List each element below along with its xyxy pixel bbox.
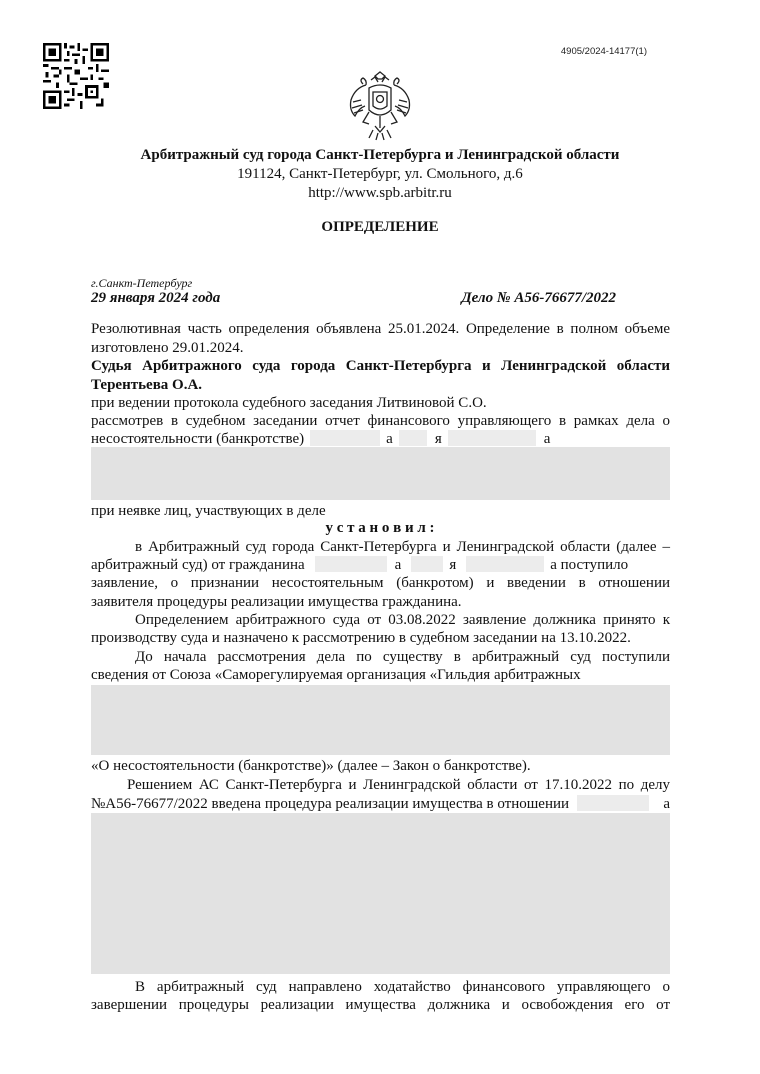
name-fragment: я xyxy=(434,431,442,447)
judge-line-1: Судья Арбитражного суда города Санкт-Петербурга и Ленинградской области xyxy=(91,358,670,374)
redacted-area xyxy=(91,685,670,755)
redacted-block xyxy=(448,430,536,446)
name-fragment: а xyxy=(386,431,393,447)
court-website: http://www.spb.arbitr.ru xyxy=(308,185,452,201)
paragraph-4-line-2: сведения от Союза «Саморегулируемая организация «Гильдия арбитражных xyxy=(91,667,581,683)
paragraph-5-line-1: Решением АС Санкт-Петербурга и Ленинградской области от 17.10.2022 по делу xyxy=(127,777,670,793)
paragraph-4-end: «О несостоятельности (банкротстве)» (далее – Закон о банкротстве). xyxy=(91,758,531,774)
paragraph-3-line-2: производству суда и назначено к рассмотрению в судебном заседании на 13.10.2022. xyxy=(91,630,631,646)
paragraph-4-line-1: До начала рассмотрения дела по существу в арбитражный суд поступили xyxy=(135,649,670,665)
absence-line: при неявке лиц, участвующих в деле xyxy=(91,503,326,519)
paragraph-5-line-2 xyxy=(91,795,670,814)
redacted-block xyxy=(466,556,544,572)
redacted-area xyxy=(91,813,670,974)
court-name: Арбитражный суд города Санкт-Петербурга и Ленинградской области xyxy=(140,147,620,163)
established-heading: у с т а н о в и л : xyxy=(325,520,435,536)
paragraph-5-text: №А56-76677/2022 введена процедура реализации имущества в отношении xyxy=(91,796,570,812)
court-address: 191124, Санкт-Петербург, ул. Смольного, д.6 xyxy=(237,166,523,182)
name-fragment: а xyxy=(543,431,551,447)
case-number: Дело № А56-76677/2022 xyxy=(461,290,616,306)
review-text: несостоятельности (банкротстве) xyxy=(91,431,305,447)
paragraph-2-line-1: в Арбитражный суд города Санкт-Петербурга и Ленинградской области (далее – xyxy=(135,539,670,555)
document-title: ОПРЕДЕЛЕНИЕ xyxy=(321,219,439,235)
redacted-block xyxy=(411,556,443,572)
name-fragment: а xyxy=(663,796,670,812)
redacted-block xyxy=(310,430,380,446)
redacted-area xyxy=(91,447,670,500)
redacted-block xyxy=(315,556,387,572)
paragraph-2-line-2 xyxy=(91,556,670,575)
paragraph-2-text: арбитражный суд) от гражданина xyxy=(91,557,305,573)
paragraph-3-line-1: Определением арбитражного суда от 03.08.2022 заявление должника принято к xyxy=(135,612,670,628)
document-number: 4905/2024-14177(1) xyxy=(560,46,647,57)
coat-of-arms-emblem xyxy=(345,70,415,142)
judge-line-2: Терентьева О.А. xyxy=(91,377,203,393)
paragraph-6-line-1: В арбитражный суд направлено ходатайство финансового управляющего о xyxy=(135,979,670,995)
paragraph-2-line-3: заявление, о признании несостоятельным (банкротом) и введении в отношении xyxy=(91,575,670,591)
protocol-line: при ведении протокола судебного заседания Литвиновой С.О. xyxy=(91,395,487,411)
city: г.Санкт-Петербург xyxy=(91,276,193,290)
review-line-1: рассмотрев в судебном заседании отчет финансового управляющего в рамках дела о xyxy=(91,413,670,429)
redacted-block xyxy=(577,795,649,811)
name-fragment: а xyxy=(394,557,402,573)
operative-part-line-1: Резолютивная часть определения объявлена 25.01.2024. Определение в полном объеме xyxy=(91,321,670,337)
paragraph-6-line-2: завершении процедуры реализации имущества должника и освобождения его от xyxy=(91,997,670,1013)
qr-code xyxy=(43,43,109,109)
name-fragment: я xyxy=(449,557,457,573)
operative-part-line-2: изготовлено 29.01.2024. xyxy=(91,340,244,356)
paragraph-2-line-4: заявителя процедуры реализации имущества гражданина. xyxy=(91,594,462,610)
redacted-block xyxy=(399,430,427,446)
paragraph-2-tail: а поступило xyxy=(550,557,629,573)
decision-date: 29 января 2024 года xyxy=(91,290,221,306)
